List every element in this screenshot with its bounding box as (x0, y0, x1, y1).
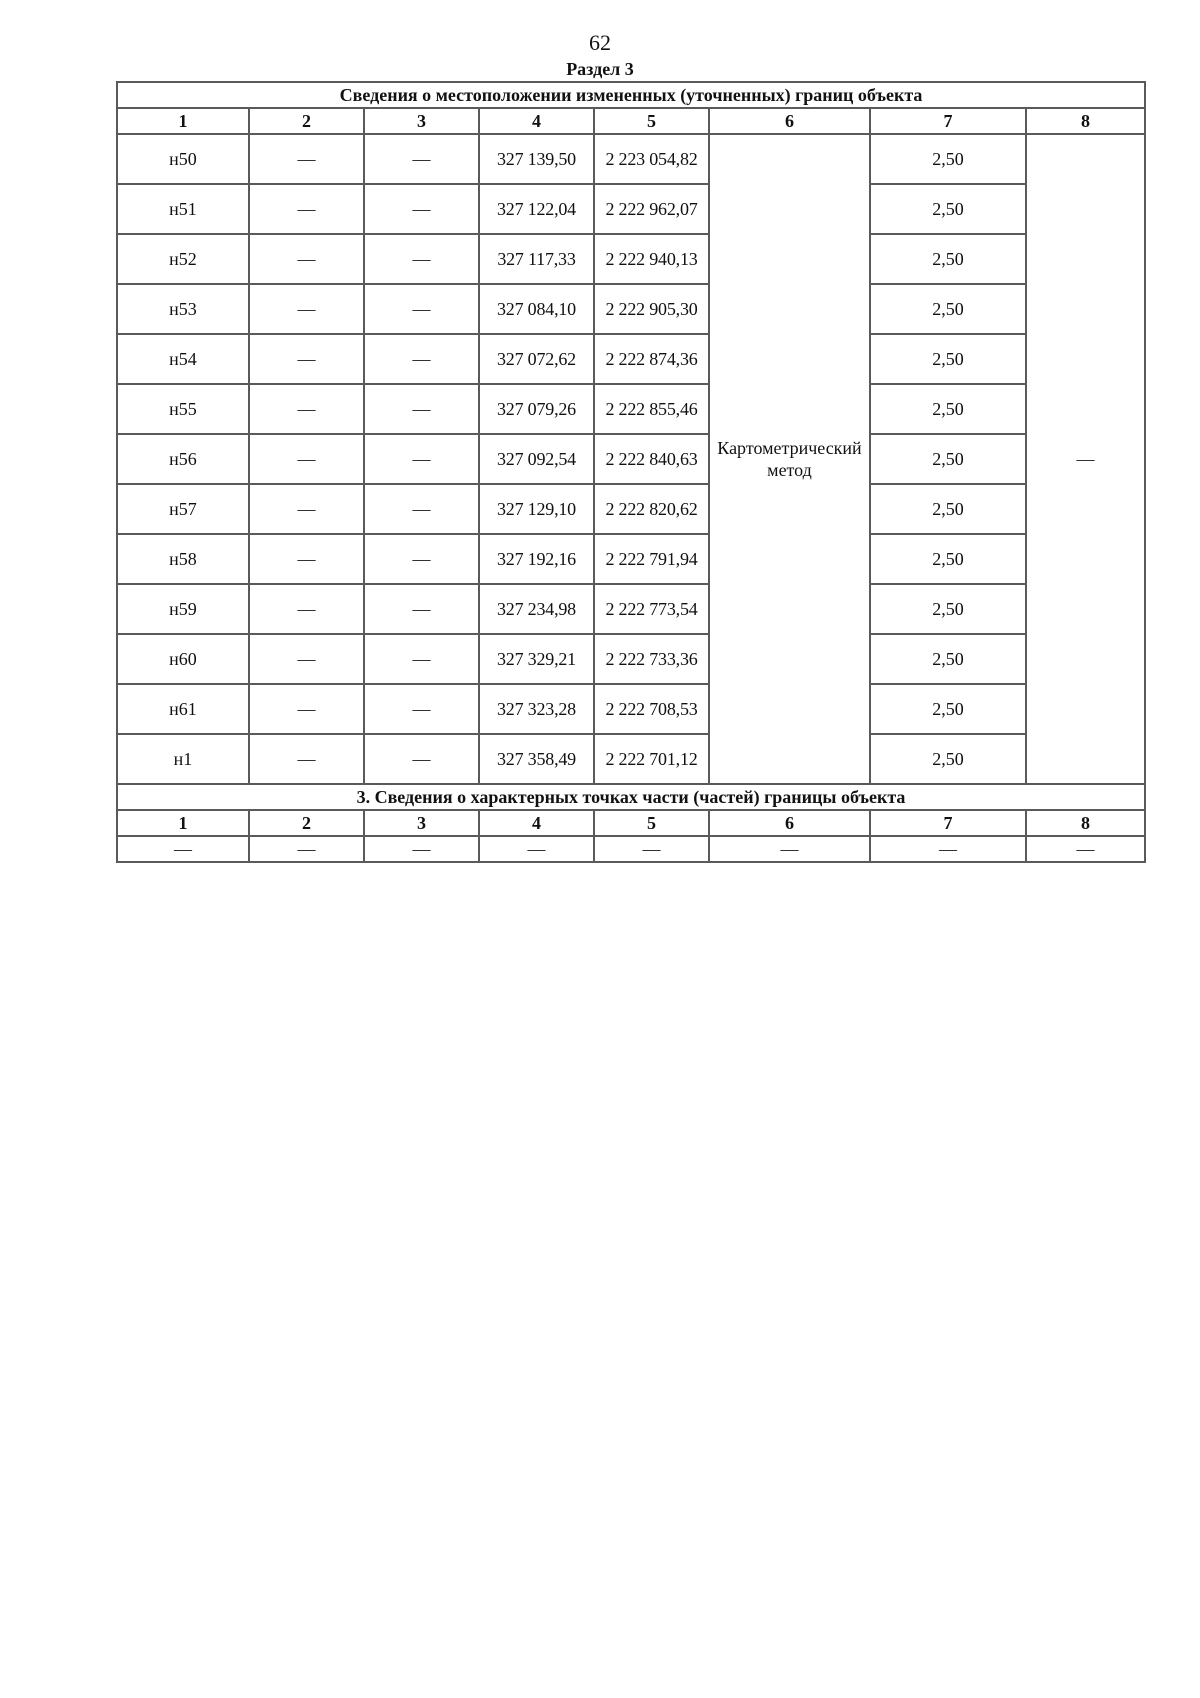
column-header: 8 (1026, 108, 1145, 134)
empty-cell: — (594, 836, 709, 862)
column-header: 5 (594, 108, 709, 134)
col3-cell: — (364, 684, 479, 734)
x-coordinate-cell: 327 323,28 (479, 684, 594, 734)
x-coordinate-cell: 327 092,54 (479, 434, 594, 484)
x-coordinate-cell: 327 079,26 (479, 384, 594, 434)
precision-cell: 2,50 (870, 434, 1026, 484)
column-header: 1 (117, 108, 249, 134)
table1-header-row (117, 108, 1145, 134)
y-coordinate-cell: 2 222 791,94 (594, 534, 709, 584)
point-name-cell: н55 (117, 384, 249, 434)
column-header: 7 (870, 108, 1026, 134)
point-name-cell: н50 (117, 134, 249, 184)
point-name-cell: н51 (117, 184, 249, 234)
precision-cell: 2,50 (870, 234, 1026, 284)
col3-cell: — (364, 434, 479, 484)
col3-cell: — (364, 184, 479, 234)
y-coordinate-cell: 2 222 905,30 (594, 284, 709, 334)
col3-cell: — (364, 534, 479, 584)
table-row (117, 234, 1145, 284)
column-header: 3 (364, 810, 479, 836)
y-coordinate-cell: 2 222 773,54 (594, 584, 709, 634)
col3-cell: — (364, 734, 479, 784)
point-name-cell: н59 (117, 584, 249, 634)
section-title: Раздел 3 (566, 59, 634, 79)
col3-cell: — (364, 134, 479, 184)
column-header: 4 (479, 810, 594, 836)
table-row (117, 334, 1145, 384)
table-row (117, 734, 1145, 784)
col8-cell: — (1026, 134, 1145, 784)
col2-cell: — (249, 634, 364, 684)
table2-title: 3. Сведения о характерных точках части (частей) границы объекта (117, 784, 1145, 810)
col3-cell: — (364, 584, 479, 634)
table-row (117, 836, 1145, 862)
col2-cell: — (249, 734, 364, 784)
col2-cell: — (249, 434, 364, 484)
table-row (117, 284, 1145, 334)
table-row (117, 484, 1145, 534)
y-coordinate-cell: 2 222 820,62 (594, 484, 709, 534)
column-header: 5 (594, 810, 709, 836)
col2-cell: — (249, 484, 364, 534)
col3-cell: — (364, 284, 479, 334)
column-header: 6 (709, 810, 870, 836)
col2-cell: — (249, 384, 364, 434)
col2-cell: — (249, 184, 364, 234)
x-coordinate-cell: 327 084,10 (479, 284, 594, 334)
precision-cell: 2,50 (870, 334, 1026, 384)
x-coordinate-cell: 327 072,62 (479, 334, 594, 384)
table-row (117, 384, 1145, 434)
col2-cell: — (249, 684, 364, 734)
col2-cell: — (249, 534, 364, 584)
point-name-cell: н1 (117, 734, 249, 784)
y-coordinate-cell: 2 222 708,53 (594, 684, 709, 734)
precision-cell: 2,50 (870, 184, 1026, 234)
column-header: 2 (249, 108, 364, 134)
precision-cell: 2,50 (870, 284, 1026, 334)
table-row (117, 184, 1145, 234)
point-name-cell: н53 (117, 284, 249, 334)
column-header: 1 (117, 810, 249, 836)
y-coordinate-cell: 2 223 054,82 (594, 134, 709, 184)
table1-title-row (117, 82, 1145, 108)
table1-title: Сведения о местоположении измененных (уточненных) границ объекта (117, 82, 1145, 108)
empty-cell: — (709, 836, 870, 862)
table-row (117, 684, 1145, 734)
x-coordinate-cell: 327 234,98 (479, 584, 594, 634)
empty-cell: — (1026, 836, 1145, 862)
table-row (117, 534, 1145, 584)
y-coordinate-cell: 2 222 855,46 (594, 384, 709, 434)
empty-cell: — (117, 836, 249, 862)
empty-cell: — (364, 836, 479, 862)
empty-cell: — (870, 836, 1026, 862)
column-header: 3 (364, 108, 479, 134)
x-coordinate-cell: 327 122,04 (479, 184, 594, 234)
precision-cell: 2,50 (870, 484, 1026, 534)
x-coordinate-cell: 327 329,21 (479, 634, 594, 684)
empty-cell: — (479, 836, 594, 862)
point-name-cell: н54 (117, 334, 249, 384)
point-name-cell: н56 (117, 434, 249, 484)
x-coordinate-cell: 327 139,50 (479, 134, 594, 184)
point-name-cell: н57 (117, 484, 249, 534)
column-header: 7 (870, 810, 1026, 836)
column-header: 6 (709, 108, 870, 134)
x-coordinate-cell: 327 192,16 (479, 534, 594, 584)
precision-cell: 2,50 (870, 534, 1026, 584)
point-name-cell: н60 (117, 634, 249, 684)
table-row (117, 634, 1145, 684)
col3-cell: — (364, 234, 479, 284)
precision-cell: 2,50 (870, 384, 1026, 434)
col3-cell: — (364, 334, 479, 384)
x-coordinate-cell: 327 129,10 (479, 484, 594, 534)
column-header: 2 (249, 810, 364, 836)
point-name-cell: н61 (117, 684, 249, 734)
col2-cell: — (249, 134, 364, 184)
precision-cell: 2,50 (870, 584, 1026, 634)
table2-title-row (117, 784, 1145, 810)
precision-cell: 2,50 (870, 734, 1026, 784)
col2-cell: — (249, 334, 364, 384)
point-name-cell: н58 (117, 534, 249, 584)
col3-cell: — (364, 384, 479, 434)
y-coordinate-cell: 2 222 962,07 (594, 184, 709, 234)
precision-cell: 2,50 (870, 684, 1026, 734)
col2-cell: — (249, 234, 364, 284)
table-row (117, 134, 1145, 184)
y-coordinate-cell: 2 222 701,12 (594, 734, 709, 784)
col2-cell: — (249, 584, 364, 634)
x-coordinate-cell: 327 358,49 (479, 734, 594, 784)
page-number: 62 (589, 30, 611, 55)
x-coordinate-cell: 327 117,33 (479, 234, 594, 284)
table2-header-row (117, 810, 1145, 836)
col3-cell: — (364, 484, 479, 534)
precision-cell: 2,50 (870, 634, 1026, 684)
y-coordinate-cell: 2 222 733,36 (594, 634, 709, 684)
coordinates-table (116, 81, 1146, 863)
column-header: 8 (1026, 810, 1145, 836)
col2-cell: — (249, 284, 364, 334)
col3-cell: — (364, 634, 479, 684)
table-row (117, 434, 1145, 484)
column-header: 4 (479, 108, 594, 134)
method-cell: Картометрический метод (709, 134, 870, 784)
y-coordinate-cell: 2 222 940,13 (594, 234, 709, 284)
y-coordinate-cell: 2 222 840,63 (594, 434, 709, 484)
point-name-cell: н52 (117, 234, 249, 284)
table-row (117, 584, 1145, 634)
y-coordinate-cell: 2 222 874,36 (594, 334, 709, 384)
precision-cell: 2,50 (870, 134, 1026, 184)
empty-cell: — (249, 836, 364, 862)
